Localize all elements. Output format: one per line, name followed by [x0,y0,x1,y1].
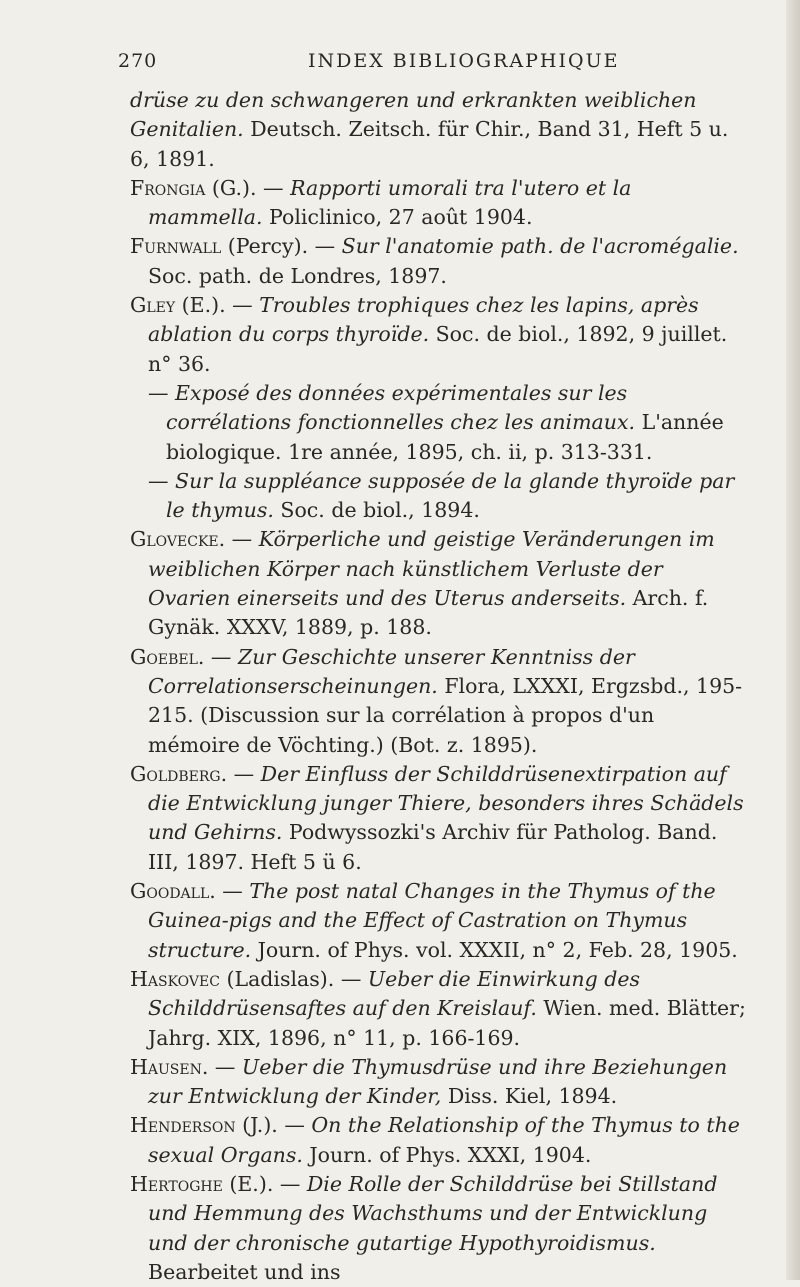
bibliography-list [130,86,750,1287]
entry-hertoghe: Hertoghe (E.). — Die Rolle der Schilddrüse bei Stillstand und Hemmung des Wachsthums und der Entwicklung und der chronische gutartige Hypothyroidismus. Bearbeitet und ins [130,1171,718,1284]
entry-goebel: Goebel. — Zur Geschichte unserer Kenntniss der Correlationserscheinungen. Flora, LXXXI, Ergzsbd., 195-215. (Discussion sur la corrélation à propos d'un mémoire de Vöchting.) (Bot. z. 1895). [130,644,743,757]
entry-gley-expose: — Exposé des données expérimentales sur les corrélations fonctionnelles chez les animaux. L'année biologique. 1re année, 1895, ch. ii, p. 313-331. [148,380,724,464]
entry-frongia: Frongia (G.). — Rapporti umorali tra l'utero et la mammella. Policlinico, 27 août 1904. [130,175,632,230]
entry-glovecke: Glovecke. — Körperliche und geistige Veränderungen im weiblichen Körper nach künstlichem Verluste der Ovarien einerseits und des Uterus anderseits. Arch. f. Gynäk. XXXV, 1889, p. 188. [130,527,715,640]
running-title: INDEX BIBLIOGRAPHIQUE [308,50,620,72]
page-edge [786,0,800,1280]
entry-zeitsch: drüse zu den schwangeren und erkrankten weiblichen Genitalien. Deutsch. Zeitsch. für Chir., Band 31, Heft 5 u. 6, 1891. [130,88,729,171]
entry-goodall: Goodall. — The post natal Changes in the Thymus of the Guinea-pigs and the Effect of Castration on Thymus structure. Journ. of Phys. vol. XXXII, n° 2, Feb. 28, 1905. [130,879,738,962]
entry-hausen: Hausen. — Ueber die Thymusdrüse und ihre Beziehungen zur Entwicklung der Kinder, Diss. Kiel, 1894. [130,1054,728,1109]
entry-gley: Gley (E.). — Troubles trophiques chez les lapins, après ablation du corps thyroïde. Soc. de biol., 1892, 9 juillet. n° 36. [130,293,728,376]
entry-furnwall: Furnwall (Percy). — Sur l'anatomie path. de l'acromégalie. Soc. path. de Londres, 1897. [130,234,739,288]
entry-henderson: Henderson (J.). — On the Relationship of the Thymus to the sexual Organs. Journ. of Phys. XXXI, 1904. [130,1113,740,1167]
entry-gley-thymus: — Sur la suppléance supposée de la glande thyroïde par le thymus. Soc. de biol., 1894. [148,468,735,523]
entry-haskovec: Haskovec (Ladislas). — Ueber die Einwirkung des Schilddrüsensaftes auf den Kreislauf. Wien. med. Blätter; Jahrg. XIX, 1896, n° 11, p. 166-169. [130,966,746,1050]
page-number: 270 [118,50,158,72]
entry-goldberg: Goldberg. — Der Einfluss der Schilddrüsenextirpation auf die Entwicklung junger Thiere, besonders ihres Schädels und Gehirns. Podwyssozki's Archiv für Patholog. Band. III, 1897. Heft 5 ü 6. [130,761,744,874]
